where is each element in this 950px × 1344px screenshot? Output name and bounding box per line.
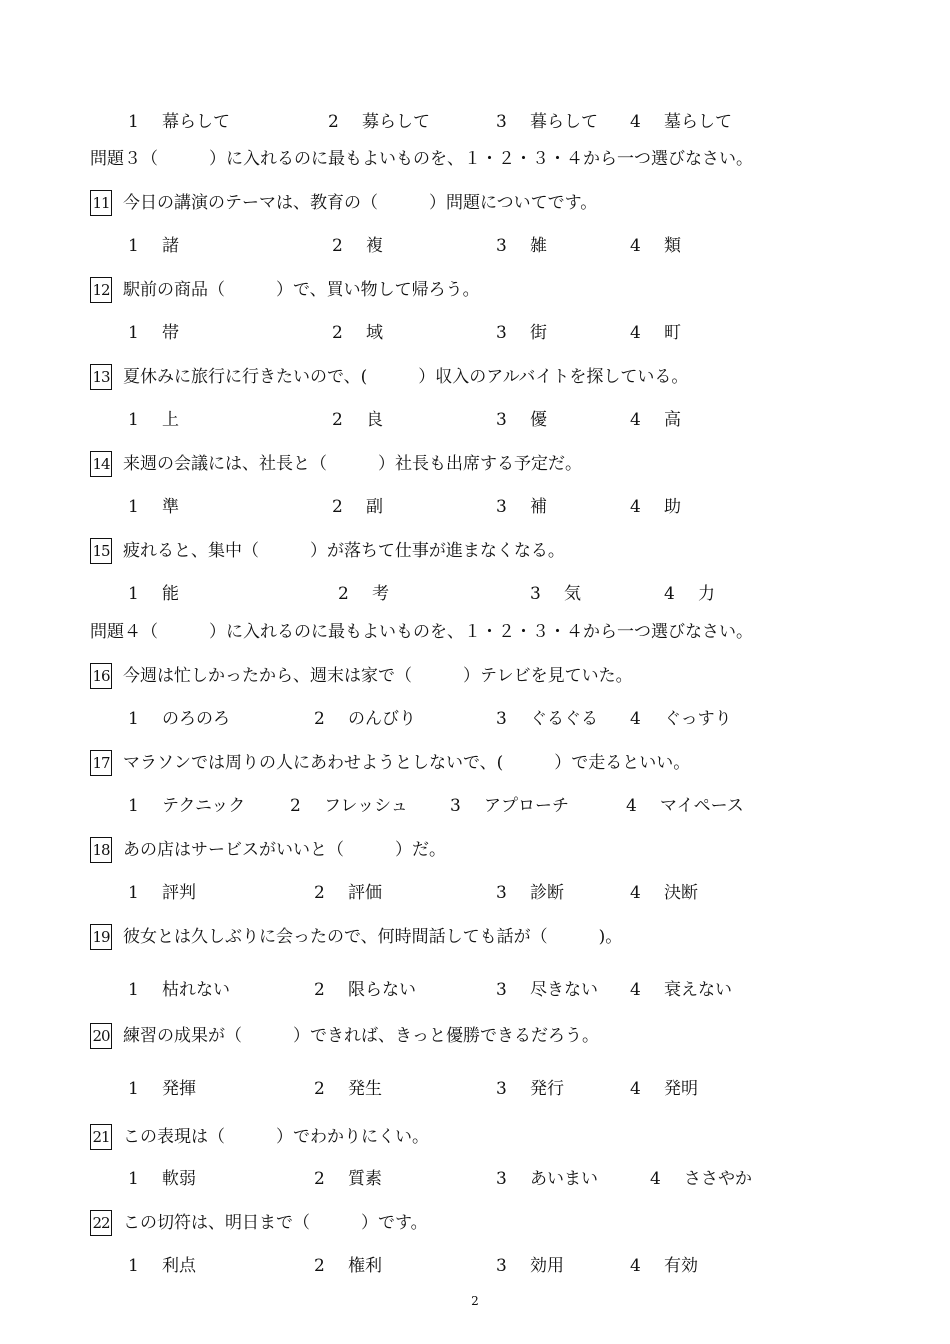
option-text: 枯れない	[162, 980, 230, 1000]
option-text: 優	[530, 410, 547, 430]
section-heading-3: 問題３（ ）に入れるのに最もよいものを、１・２・３・４から一つ選びなさい。	[90, 149, 753, 169]
option-text: 募らして	[362, 112, 430, 132]
option-text: 複	[366, 236, 383, 256]
option-number: 1	[128, 323, 139, 343]
option-text: 補	[530, 497, 547, 517]
answer-option	[314, 1078, 382, 1100]
option-text: 考	[372, 584, 389, 604]
option-number: 4	[630, 497, 641, 517]
option-text: ぐっすり	[664, 709, 732, 729]
option-text: 副	[366, 497, 383, 517]
option-top-1	[128, 111, 230, 133]
answer-option	[626, 795, 744, 817]
answer-option	[332, 322, 383, 344]
answer-option	[128, 583, 179, 605]
option-number: 2	[314, 1079, 325, 1099]
option-text: 墓らして	[664, 112, 732, 132]
answer-option	[496, 1078, 564, 1100]
answer-option	[630, 708, 732, 730]
option-text: 街	[530, 323, 547, 343]
answer-option	[128, 882, 196, 904]
option-text: あいまい	[530, 1169, 598, 1189]
question-number-box: 16	[90, 663, 112, 689]
option-top-3	[496, 111, 598, 133]
option-text: 効用	[530, 1256, 564, 1276]
option-number: 1	[128, 584, 139, 604]
question-number-box: 11	[90, 190, 112, 216]
answer-option	[496, 979, 598, 1001]
question-number-box: 13	[90, 364, 112, 390]
option-number: 1	[128, 796, 139, 816]
question-number-box: 14	[90, 451, 112, 477]
answer-option	[128, 795, 245, 817]
answer-option	[630, 235, 681, 257]
option-text: 高	[664, 410, 681, 430]
option-number: 3	[496, 709, 507, 729]
option-text: 助	[664, 497, 681, 517]
option-text: ささやか	[684, 1169, 752, 1189]
answer-option	[530, 583, 581, 605]
option-text: 域	[366, 323, 383, 343]
option-number: 1	[128, 1169, 139, 1189]
answer-option	[496, 882, 564, 904]
page-number: 2	[471, 1294, 479, 1308]
answer-option	[128, 496, 179, 518]
question-number-box: 20	[90, 1023, 112, 1049]
answer-option	[128, 979, 230, 1001]
question-text: 夏休みに旅行に行きたいので、( ）収入のアルバイトを探している。	[123, 367, 689, 387]
option-text: 評判	[162, 883, 196, 903]
option-text: 質素	[348, 1169, 382, 1189]
option-text: 上	[162, 410, 179, 430]
option-number: 3	[496, 1169, 507, 1189]
option-text: 決断	[664, 883, 698, 903]
option-text: 評価	[348, 883, 382, 903]
option-top-4	[630, 111, 732, 133]
answer-option	[650, 1168, 752, 1190]
option-text: 軟弱	[162, 1169, 196, 1189]
question-number-box: 18	[90, 837, 112, 863]
answer-option	[630, 882, 698, 904]
question-number-box: 15	[90, 538, 112, 564]
option-number: 1	[128, 112, 139, 132]
option-number: 2	[328, 112, 339, 132]
question-text: 疲れると、集中（ ）が落ちて仕事が進まなくなる。	[123, 541, 565, 561]
question-text: マラソンでは周りの人にあわせようとしないで、( ）で走るといい。	[123, 753, 691, 773]
option-number: 1	[128, 410, 139, 430]
option-number: 2	[332, 410, 343, 430]
option-text: 気	[564, 584, 581, 604]
option-text: マイペース	[660, 796, 744, 816]
option-text: 衰えない	[664, 980, 732, 1000]
option-number: 2	[314, 709, 325, 729]
answer-option	[128, 1255, 196, 1277]
question-text: この表現は（ ）でわかりにくい。	[123, 1127, 429, 1147]
option-number: 1	[128, 236, 139, 256]
option-number: 4	[630, 1256, 641, 1276]
answer-option	[314, 882, 382, 904]
answer-option	[630, 496, 681, 518]
option-number: 4	[630, 980, 641, 1000]
option-text: 発揮	[162, 1079, 196, 1099]
option-text: 町	[664, 323, 681, 343]
option-number: 1	[128, 497, 139, 517]
answer-option	[314, 979, 416, 1001]
option-text: 診断	[530, 883, 564, 903]
answer-option	[314, 1255, 382, 1277]
answer-option	[630, 979, 732, 1001]
option-number: 4	[650, 1169, 661, 1189]
option-number: 3	[496, 980, 507, 1000]
option-text: のんびり	[348, 709, 416, 729]
option-number: 3	[496, 497, 507, 517]
answer-option	[630, 1255, 698, 1277]
answer-option	[128, 235, 179, 257]
option-text: 発生	[348, 1079, 382, 1099]
option-number: 4	[626, 796, 637, 816]
option-text: フレッシュ	[324, 796, 408, 816]
answer-option	[496, 708, 598, 730]
option-number: 3	[530, 584, 541, 604]
option-number: 1	[128, 883, 139, 903]
option-text: 良	[366, 410, 383, 430]
answer-option	[290, 795, 408, 817]
answer-option	[664, 583, 715, 605]
option-text: ぐるぐる	[530, 709, 598, 729]
answer-option	[332, 496, 383, 518]
option-number: 2	[332, 497, 343, 517]
answer-option	[314, 708, 416, 730]
option-number: 4	[630, 112, 641, 132]
option-number: 2	[332, 236, 343, 256]
answer-option	[496, 409, 547, 431]
option-number: 4	[630, 883, 641, 903]
option-number: 4	[630, 323, 641, 343]
answer-option	[338, 583, 389, 605]
answer-option	[128, 322, 179, 344]
question-number-box: 17	[90, 750, 112, 776]
option-text: 発明	[664, 1079, 698, 1099]
question-text: 彼女とは久しぶりに会ったので、何時間話しても話が（ )。	[123, 927, 623, 947]
question-number-box: 19	[90, 924, 112, 950]
option-number: 3	[496, 410, 507, 430]
option-number: 4	[630, 236, 641, 256]
answer-option	[128, 409, 179, 431]
option-text: 発行	[530, 1079, 564, 1099]
option-number: 2	[314, 980, 325, 1000]
option-number: 3	[496, 883, 507, 903]
option-number: 3	[496, 1256, 507, 1276]
option-text: 限らない	[348, 980, 416, 1000]
question-text: 駅前の商品（ ）で、買い物して帰ろう。	[123, 280, 480, 300]
question-text: 今週は忙しかったから、週末は家で（ ）テレビを見ていた。	[123, 666, 633, 686]
option-top-2	[328, 111, 430, 133]
option-text: 準	[162, 497, 179, 517]
answer-option	[128, 1168, 196, 1190]
option-text: テクニック	[162, 796, 246, 816]
section-heading-4: 問題４（ ）に入れるのに最もよいものを、１・２・３・４から一つ選びなさい。	[90, 622, 753, 642]
option-text: 利点	[162, 1256, 196, 1276]
option-text: 有効	[664, 1256, 698, 1276]
option-number: 4	[630, 410, 641, 430]
answer-option	[332, 235, 383, 257]
option-text: 尽きない	[530, 980, 598, 1000]
answer-option	[496, 235, 547, 257]
question-number-box: 12	[90, 277, 112, 303]
option-text: 雑	[530, 236, 547, 256]
answer-option	[314, 1168, 382, 1190]
answer-option	[630, 1078, 698, 1100]
option-number: 4	[630, 709, 641, 729]
answer-option	[496, 1168, 598, 1190]
option-number: 1	[128, 1256, 139, 1276]
option-number: 1	[128, 709, 139, 729]
option-text: 権利	[348, 1256, 382, 1276]
option-number: 2	[314, 883, 325, 903]
option-text: のろのろ	[162, 709, 230, 729]
option-text: 力	[698, 584, 715, 604]
question-text: あの店はサービスがいいと（ ）だ。	[123, 840, 446, 860]
option-number: 1	[128, 980, 139, 1000]
answer-option	[496, 1255, 564, 1277]
question-number-box: 22	[90, 1210, 112, 1236]
option-number: 4	[664, 584, 675, 604]
option-number: 3	[496, 236, 507, 256]
option-number: 1	[128, 1079, 139, 1099]
option-text: 帯	[162, 323, 179, 343]
option-number: 2	[332, 323, 343, 343]
option-text: アプローチ	[484, 796, 569, 816]
option-number: 3	[496, 323, 507, 343]
option-number: 2	[314, 1169, 325, 1189]
question-text: 今日の講演のテーマは、教育の（ ）問題についてです。	[123, 193, 598, 213]
answer-option	[630, 322, 681, 344]
answer-option	[128, 1078, 196, 1100]
option-number: 2	[290, 796, 301, 816]
option-number: 4	[630, 1079, 641, 1099]
option-number: 3	[496, 112, 507, 132]
answer-option	[332, 409, 383, 431]
option-text: 類	[664, 236, 681, 256]
option-text: 諸	[162, 236, 179, 256]
answer-option	[496, 322, 547, 344]
answer-option	[496, 496, 547, 518]
option-text: 能	[162, 584, 179, 604]
option-number: 3	[450, 796, 461, 816]
question-text: 来週の会議には、社長と（ ）社長も出席する予定だ。	[123, 454, 582, 474]
option-text: 暮らして	[530, 112, 598, 132]
question-text: この切符は、明日まで（ ）です。	[123, 1213, 428, 1233]
option-number: 3	[496, 1079, 507, 1099]
question-number-box: 21	[90, 1124, 112, 1150]
option-text: 幕らして	[162, 112, 230, 132]
answer-option	[128, 708, 230, 730]
answer-option	[450, 795, 569, 817]
answer-option	[630, 409, 681, 431]
option-number: 2	[338, 584, 349, 604]
question-text: 練習の成果が（ ）できれば、きっと優勝できるだろう。	[123, 1026, 599, 1046]
option-number: 2	[314, 1256, 325, 1276]
